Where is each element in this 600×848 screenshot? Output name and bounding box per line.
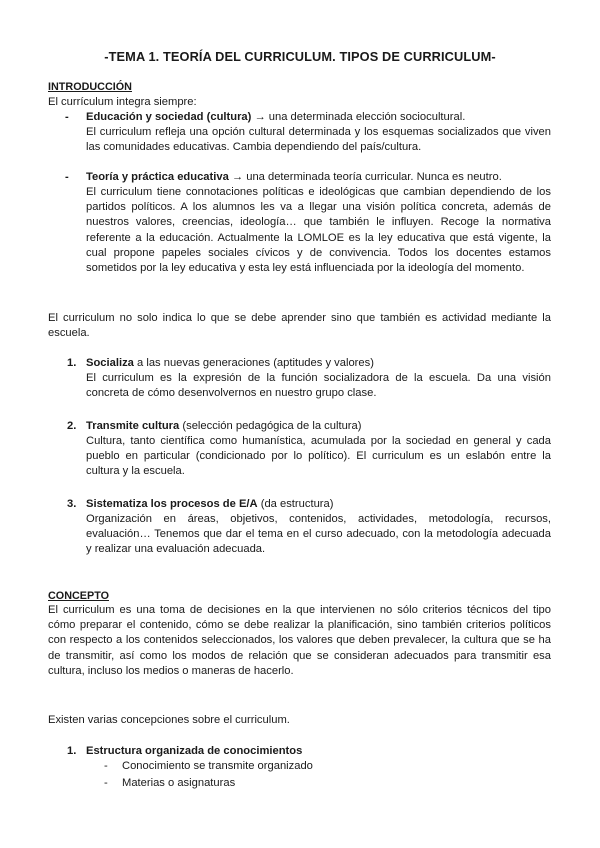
bullet-item-title: Educación y sociedad (cultura) (86, 111, 252, 123)
function-item-socializa (86, 356, 551, 371)
bullet-item-arrow-text: → una determinada elección sociocultural. (251, 111, 466, 123)
function-item-body: Cultura, tanto científica como humanística, acumulada por la sociedad en general y cada pueblo en particular (condicionado por lo político). El curriculum es un eslabón entre la cultura y la escuela. (86, 435, 551, 478)
function-item-note: a las nuevas generaciones (aptitudes y valores) (133, 357, 374, 369)
bullet-item-body: El curriculum refleja una opción cultural determinada y los esquemas socializados que viven las comunidades educativas. Cambia dependiendo del país/cultura. (86, 126, 551, 154)
conception-item-bold: Estructura organizada de conocimientos (86, 745, 303, 757)
sub-list-item: Materias o asignaturas (122, 777, 236, 789)
bullet-marker: - (65, 171, 69, 183)
function-item-transmite-cultura (86, 419, 551, 434)
list-number: 1. (67, 745, 77, 757)
list-number: 1. (67, 357, 77, 369)
bullet-item-body: El curriculum tiene connotaciones políticas e ideológicas que cambian dependiendo de los partidos políticos. A los alumnos les va a llegar una visión política concreta, además de nuestros valores, creencias, ideología… que también le influyen. Recoge la normativa referente a la educación. Actualmente la LOMLOE es la ley educativa que está vigente, la cual propone papeles sociales cívicos y de convivencia. Todos los docentes estamos sometidos por la ley educativa y esta ley está influenciada por la ideología del momento. (86, 186, 551, 275)
conception-item-title (86, 744, 551, 759)
list-number: 2. (67, 420, 77, 432)
bullet-item-theory-practice (86, 170, 551, 185)
function-item-body: Organización en áreas, objetivos, contenidos, actividades, metodología, recursos, evaluación… Tenemos que dar el tema en el curso adecuado, con la metodología adecuada y realizar una evaluación adecuada. (86, 513, 551, 556)
function-item-title: Socializa (86, 357, 134, 369)
sub-bullet-marker: - (104, 760, 108, 772)
function-item-title: Transmite cultura (86, 420, 180, 432)
bullet-marker: - (65, 111, 69, 123)
function-item-note: (selección pedagógica de la cultura) (179, 420, 362, 432)
bullet-item-education-society (86, 110, 551, 125)
function-item-body: El curriculum es la expresión de la función socializadora de la escuela. Da una visión concreta de cómo desenvolvernos en nuestro grupo clase. (86, 372, 551, 400)
list-number: 3. (67, 498, 77, 510)
conceptions-lead: Existen varias concepciones sobre el curriculum. (48, 714, 290, 726)
sub-list-item: Conocimiento se transmite organizado (122, 760, 313, 772)
function-item-note: (da estructura) (257, 498, 334, 510)
bullet-item-title: Teoría y práctica educativa (86, 171, 229, 183)
function-item-title: Sistematiza los procesos de E/A (86, 498, 258, 510)
function-item-sistematiza (86, 497, 551, 512)
bullet-item-arrow-text: → una determinada teoría curricular. Nunca es neutro. (228, 171, 502, 183)
activity-paragraph: El curriculum no solo indica lo que se debe aprender sino que también es actividad mediante la escuela. (48, 312, 551, 340)
intro-heading: INTRODUCCIÓN (48, 81, 132, 93)
sub-bullet-marker: - (104, 777, 108, 789)
concept-paragraph: El curriculum es una toma de decisiones en la que intervienen no sólo criterios técnicos del tipo cómo preparar el contenido, cómo se debe realizar la planificación, sino también criterios políticos con respecto a los contenidos seleccionados, los valores que deben prevalecer, la cultura que se ha de transmitir, así como los modos de relación que se consideran adecuados para transmitir esa cultura, incluso los medios o maneras de hacerlo. (48, 604, 551, 677)
page-title: -TEMA 1. TEORÍA DEL CURRICULUM. TIPOS DE CURRICULUM- (104, 49, 496, 64)
intro-lead: El currículum integra siempre: (48, 96, 197, 108)
concept-heading: CONCEPTO (48, 590, 109, 602)
